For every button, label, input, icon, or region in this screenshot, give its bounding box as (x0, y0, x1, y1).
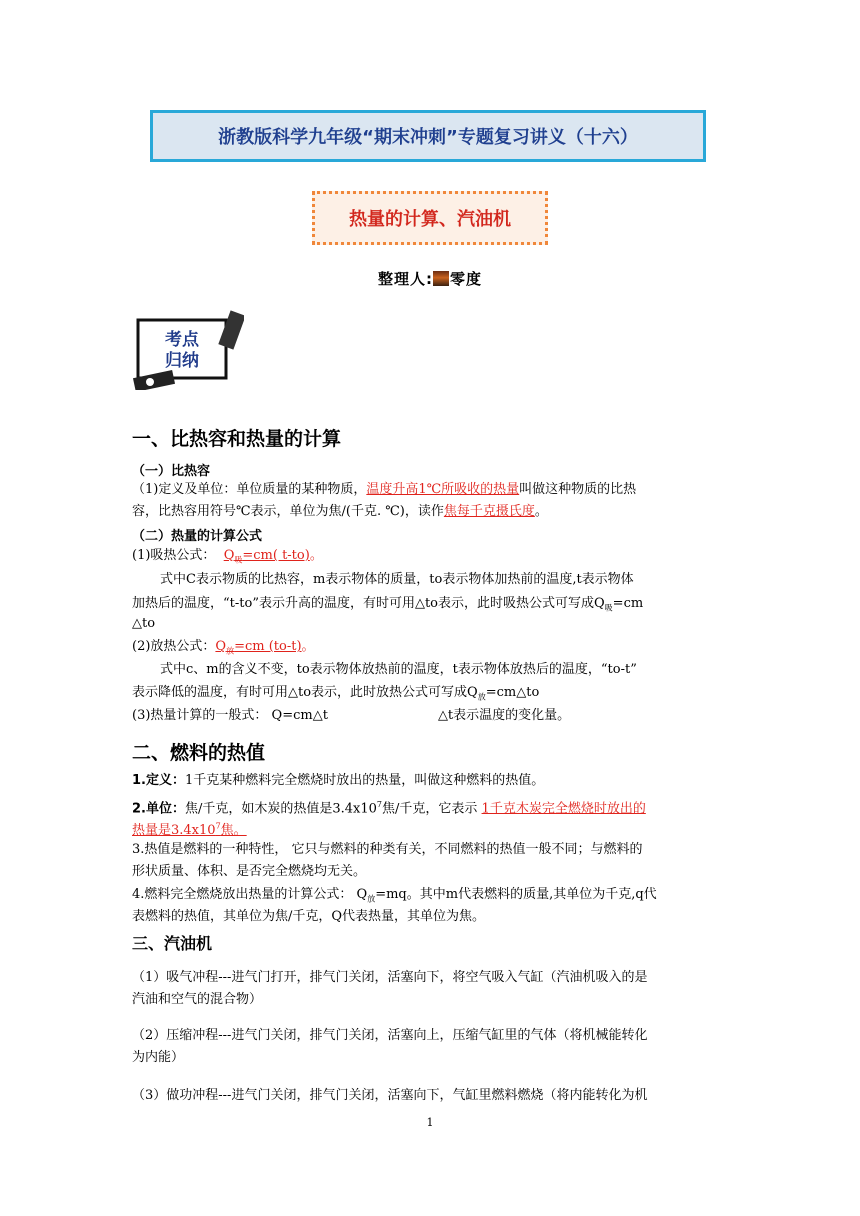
page-number: 1 (426, 1116, 434, 1129)
absorb-explain-line2: 加热后的温度，“t-to”表示升高的温度，有时可用△to表示，此时吸热公式可写成$Q_吸=cm$ (132, 596, 644, 613)
page-title: 浙教版科学九年级“期末冲刺”专题复习讲义（十六） (218, 127, 638, 148)
section1-heading: 一、比热容和热量的计算 (132, 428, 342, 450)
combustion-formula-line1: 4.燃料完全燃烧放出热量的计算公式： $Q_放=mq$。其中m代表燃料的质量,其单位为千克,q代 (132, 887, 657, 904)
compression-stroke-line2: 为内能） (132, 1050, 185, 1065)
title-box (150, 110, 706, 162)
definition-line2: 容，比热容用符号℃表示，单位为焦/(千克. ℃)，读作焦每千克摄氏度。 (132, 504, 548, 519)
section1-sub1: （一）比热容 (132, 464, 211, 479)
highlight-charcoal: 1千克木炭完全燃烧时放出的 (481, 801, 646, 817)
formula-release: (2)放热公式：$Q_放=cm$ (to-t)。 (132, 639, 315, 656)
author-line (0, 268, 860, 289)
kaodian-badge-icon (132, 308, 244, 390)
formula-absorb: (1)吸热公式： $Q_吸=cm$( t-to)。 (132, 548, 323, 565)
heat-value-property-line2: 形状质量、体积、是否完全燃烧均无关。 (132, 864, 367, 879)
page-subtitle: 热量的计算、汽油机 (349, 209, 511, 230)
absorb-explain-line3: △to (132, 616, 156, 631)
intake-stroke-line2: 汽油和空气的混合物） (132, 992, 263, 1007)
author-label: 整理人: (377, 270, 433, 288)
subtitle-box (312, 191, 548, 245)
intake-stroke-line1: （1）吸气冲程---进气门打开，排气门关闭，活塞向下，将空气吸入气缸（汽油机吸入的是 (132, 970, 648, 985)
release-formula: $Q_放=cm$ (to-t) (215, 639, 302, 656)
badge-line1: 考点 (165, 330, 199, 350)
section3-heading: 三、汽油机 (132, 934, 213, 953)
section1-sub2: （二）热量的计算公式 (132, 529, 263, 544)
heat-value-property-line1: 3.热值是燃料的一种特性， 它只与燃料的种类有关，不同燃料的热值一般不同；与燃料的 (132, 842, 643, 857)
section2-heading: 二、燃料的热值 (132, 742, 266, 764)
release-explain-line1: 式中c、m的含义不变，to表示物体放热前的温度，t表示物体放热后的温度，“to-t” (160, 662, 637, 677)
author-name: 零度 (449, 270, 482, 288)
release-explain-line2: 表示降低的温度，有时可用△to表示，此时放热公式可写成$Q_放=cm\triangle to$ (132, 685, 540, 702)
avatar-icon (433, 271, 449, 286)
combustion-formula-line2: 表燃料的热值，其单位为焦/千克，Q代表热量，其单位为焦。 (132, 909, 486, 924)
highlight-reading: 焦每千克摄氏度 (443, 504, 535, 519)
definition-line1: （1)定义及单位：单位质量的某种物质，温度升高1℃所吸收的热量叫做这种物质的比热 (132, 482, 637, 497)
badge-line2: 归纳 (165, 351, 199, 371)
power-stroke-line1: （3）做功冲程---进气门关闭，排气门关闭，活塞向下，气缸里燃料燃烧（将内能转化为机 (132, 1088, 648, 1103)
compression-stroke-line1: （2）压缩冲程---进气门关闭，排气门关闭，活塞向上，压缩气缸里的气体（将机械能转化 (132, 1028, 648, 1043)
highlight-definition: 温度升高1℃所吸收的热量 (366, 482, 520, 497)
heat-value-unit-line2 (132, 817, 732, 841)
heat-value-definition: 1.定义：1千克某种燃料完全燃烧时放出的热量，叫做这种燃料的热值。 (132, 773, 545, 788)
heat-value-unit-line1: 2.单位：焦/千克，如木炭的热值是$3.4x10^7$焦/千克，它表示 1千克木炭完全燃烧时放出的 (132, 800, 646, 817)
highlight-charcoal-cont: 热量是$3.4x10^7$焦。 (132, 822, 247, 839)
absorb-formula: $Q_吸=cm$( t-to) (223, 548, 310, 565)
absorb-explain-line1: 式中C表示物质的比热容，m表示物体的质量，to表示物体加热前的温度,t表示物体 (160, 572, 634, 587)
formula-general: (3)热量计算的一般式： Q=cm△t △t表示温度的变化量。 (132, 708, 571, 723)
